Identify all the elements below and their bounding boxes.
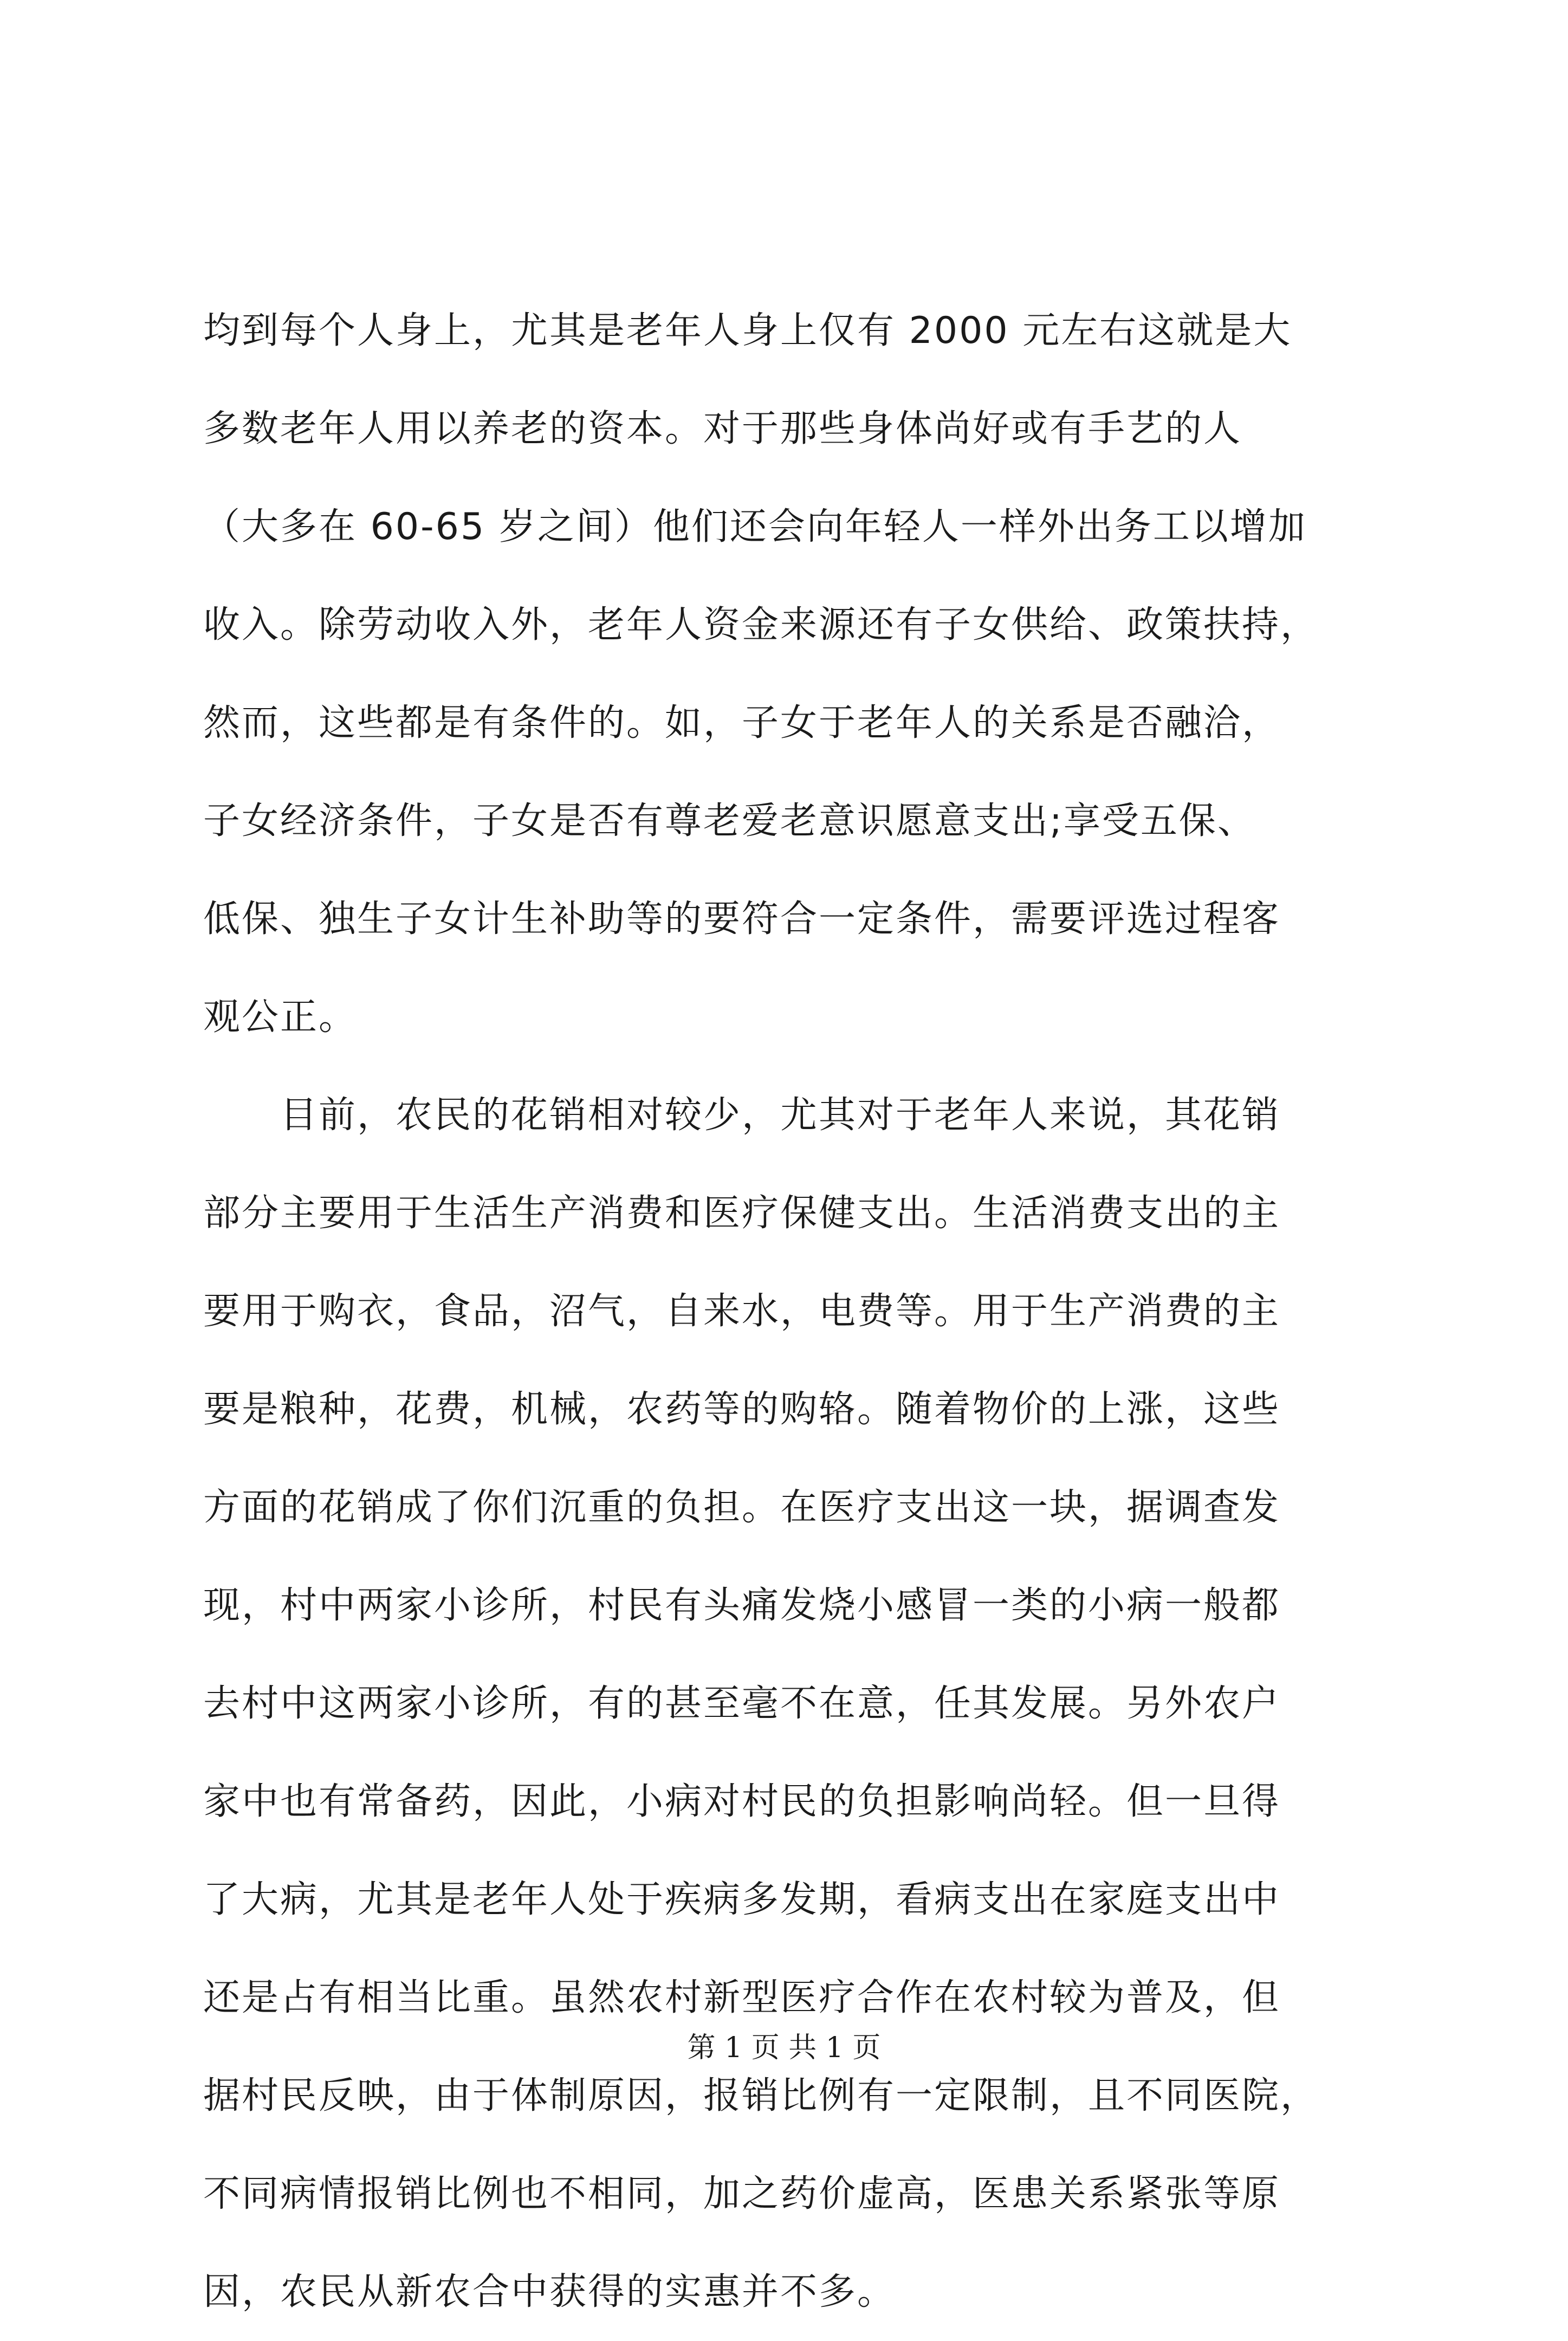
text-line: 低保、独生子女计生补助等的要符合一定条件，需要评选过程客 [203,898,1281,941]
text-line: 然而，这些都是有条件的。如，子女于老年人的关系是否融洽， [203,702,1281,744]
text-line: 均到每个人身上，尤其是老年人身上仅有 2000 元左右这就是大 [203,309,1292,352]
text-line: 不同病情报销比例也不相同，加之药价虚高，医患关系紧张等原 [203,2173,1281,2215]
text-line: 因，农民从新农合中获得的实惠并不多。 [203,2271,896,2313]
text-line: 目前，农民的花销相对较少，尤其对于老年人来说，其花销 [203,1094,1281,1137]
text-line: 方面的花销成了你们沉重的负担。在医疗支出这一块，据调查发 [203,1486,1281,1529]
text-line: 要用于购衣，食品，沼气，自来水，电费等。用于生产消费的主 [203,1290,1281,1333]
text-line: 去村中这两家小诊所，有的甚至毫不在意，任其发展。另外农户 [203,1682,1281,1725]
text-line: （大多在 60-65 岁之间）他们还会向年轻人一样外出务工以增加 [203,505,1307,548]
paragraph-2 [203,1066,1368,2341]
text-line: 子女经济条件，子女是否有尊老爱老意识愿意支出;享受五保、 [203,800,1256,842]
page-footer: 第 1 页 共 1 页 [687,2032,881,2064]
text-line: 还是占有相当比重。虽然农村新型医疗合作在农村较为普及，但 [203,1976,1281,2019]
text-line: 现，村中两家小诊所，村民有头痛发烧小感冒一类的小病一般都 [203,1584,1281,1627]
text-line: 观公正。 [203,996,358,1039]
text-line: 家中也有常备药，因此，小病对村民的负担影响尚轻。但一旦得 [203,1780,1281,1823]
paragraph-1 [203,282,1368,1066]
text-line: 要是粮种，花费，机械，农药等的购辂。随着物价的上涨，这些 [203,1388,1281,1431]
text-line: 了大病，尤其是老年人处于疾病多发期，看病支出在家庭支出中 [203,1878,1281,1921]
text-line: 部分主要用于生活生产消费和医疗保健支出。生活消费支出的主 [203,1192,1281,1235]
text-line: 据村民反映，由于体制原因，报销比例有一定限制，且不同医院， [203,2074,1319,2117]
text-line: 收入。除劳动收入外，老年人资金来源还有子女供给、政策扶持， [203,604,1319,646]
text-line: 多数老年人用以养老的资本。对于那些身体尚好或有手艺的人 [203,407,1242,450]
